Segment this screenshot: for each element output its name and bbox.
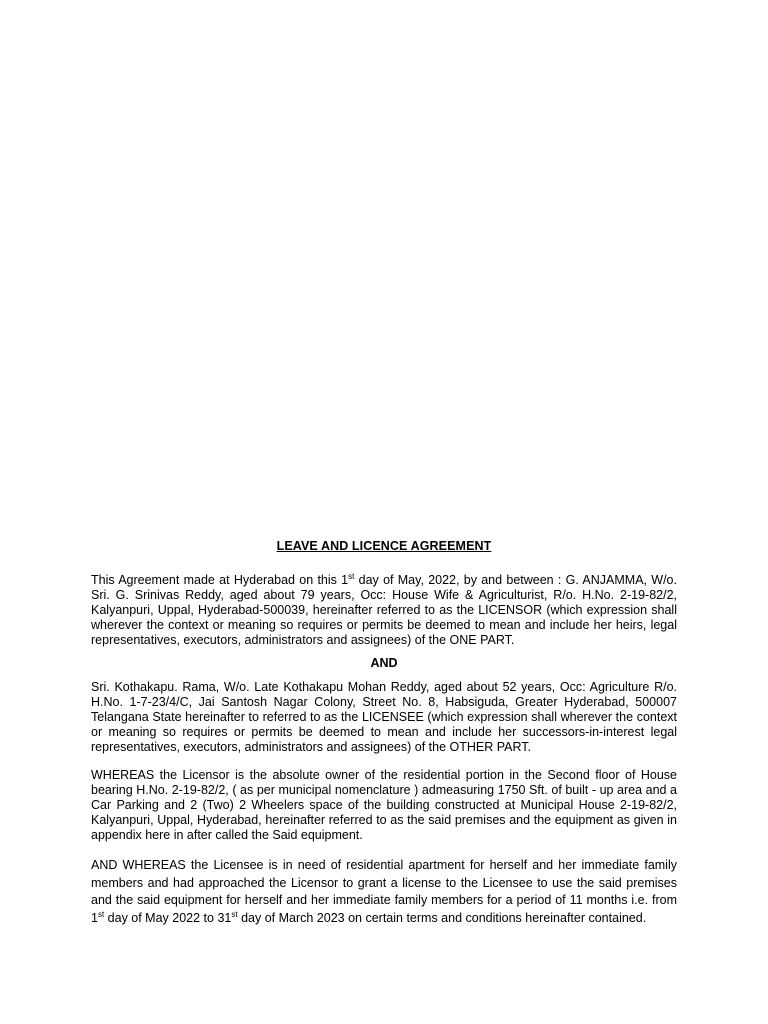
and-whereas-text-a: AND WHEREAS the Licensee is in need of residential apartment for herself and her immediate family members and had approached the Licensor to grant a license to the Licensee to use the said premises and the said equipment for herself and her immediate family members for a period of 11 months i.e. from 1: [91, 858, 677, 925]
licensor-paragraph: [91, 573, 677, 648]
document-title: LEAVE AND LICENCE AGREEMENT: [276, 539, 492, 553]
and-heading: AND: [370, 656, 398, 670]
licensor-text-a: This Agreement made at Hyderabad on this 1: [91, 573, 349, 587]
ordinal-suffix: st: [97, 909, 105, 919]
and-whereas-text-c: day of March 2023 on certain terms and conditions hereinafter contained.: [237, 910, 647, 925]
licensor-text-b: day of May, 2022, by and between : G. ANJAMMA, W/o. Sri. G. Srinivas Reddy, aged about 79 years, Occ: House Wife & Agriculturist, R/o. H.No. 2-19-82/2, Kalyanpuri, Uppal, Hyderabad-500039, hereinafter referred to as the LICENSOR (which expression shall wherever the context or meaning so requires or permits be deemed to mean and include her heirs, legal representatives, executors, administrators and assignees) of the ONE PART.: [91, 573, 677, 647]
licensee-paragraph: Sri. Kothakapu. Rama, W/o. Late Kothakapu Mohan Reddy, aged about 52 years, Occ: Agriculture R/o. H.No. 1-7-23/4/C, Jai Santosh Nagar Colony, Street No. 8, Habsiguda, Greater Hyderabad, 500007 Telangana State hereinafter to referred to as the LICENSEE (which expression shall wherever the context or meaning so requires or permits be deemed to mean and include her successors-in-interest legal representatives, executors, administrators and assignees) of the OTHER PART.: [91, 680, 677, 754]
ordinal-suffix: st: [348, 571, 355, 581]
whereas-paragraph: WHEREAS the Licensor is the absolute owner of the residential portion in the Second floor of House bearing H.No. 2-19-82/2, ( as per municipal nomenclature ) admeasuring 1750 Sft. of built - up area and a Car Parking and 2 (Two) 2 Wheelers space of the building constructed at Municipal House 2-19-82/2, Kalyanpuri, Uppal, Hyderabad, hereinafter referred to as the said premises and the equipment as given in appendix here in after called the Said equipment.: [91, 768, 677, 842]
and-whereas-text-b: day of May 2022 to 31: [104, 910, 232, 925]
and-whereas-paragraph: [91, 857, 677, 927]
ordinal-suffix: st: [231, 909, 238, 919]
